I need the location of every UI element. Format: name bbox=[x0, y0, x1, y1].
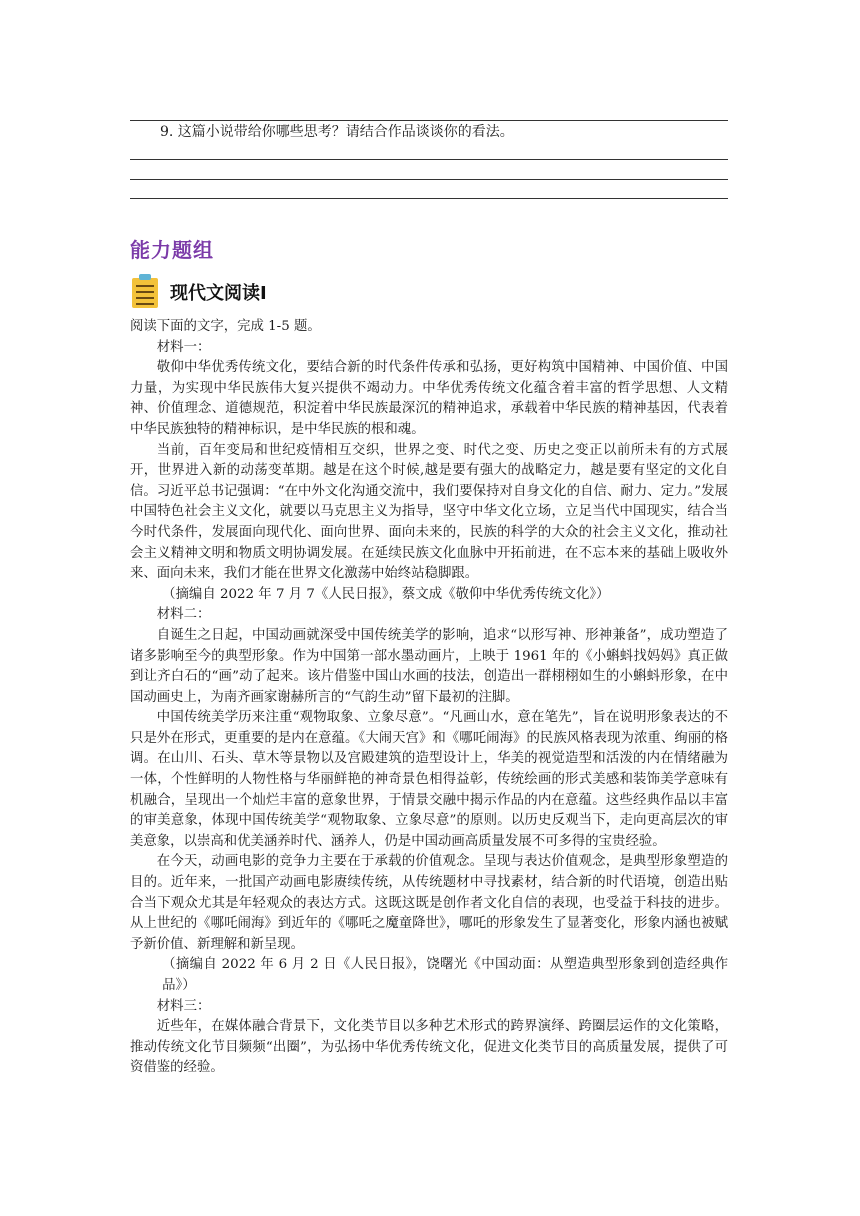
section-title: 能力题组 bbox=[130, 238, 214, 262]
answer-line-2 bbox=[130, 179, 728, 180]
answer-line-1 bbox=[130, 159, 728, 160]
material-2-paragraph: 在今天，动画电影的竞争力主要在于承载的价值观念。呈现与表达价值观念，是典型形象塑造的目的。近年来，一批国产动画电影赓续传统，从传统题材中寻找素材，结合新的时代语境，创造出贴合当下观众尤其是年轻观众的表达方式。这既这既是创作者文化自信的表现，也受益于科技的进步。从上世纪的《哪吒闹海》到近年的《哪吒之魔童降世》，哪吒的形象发生了显著变化，形象内涵也被赋予新价值、新理解和新呈现。 bbox=[130, 854, 728, 952]
material-2-source: （摘编自 2022 年 6 月 2 日《人民日报》，饶曙光《中国动面：从塑造典型形象到创造经典作品》） bbox=[162, 957, 728, 993]
answer-line-top bbox=[130, 120, 728, 121]
instruction: 阅读下面的文字，完成 1-5 题。 bbox=[130, 319, 321, 334]
reading-content bbox=[130, 317, 728, 1079]
question-9: 9. 这篇小说带给你哪些思考？请结合作品谈谈你的看法。 bbox=[160, 124, 514, 140]
material-1-paragraph: 当前，百年变局和世纪疫情相互交织，世界之变、时代之变、历史之变正以前所未有的方式展开，世界进入新的动荡变革期。越是在这个时候,越是要有强大的战略定力，越是要有坚定的文化自信。习近平总书记强调：“在中外文化沟通交流中，我们要保持对自身文化的自信、耐力、定力。”发展中国特色社会主义文化，就要以马克思主义为指导，坚守中华文化立场，立足当代中国现实，结合当今时代条件，发展面向现代化、面向世界、面向未来的，民族的科学的大众的社会主义文化，推动社会主义精神文明和物质文明协调发展。在延续民族文化血脉中开拓前进，在不忘本来的基础上吸收外来、面向未来，我们才能在世界文化激荡中始终站稳脚跟。 bbox=[130, 442, 728, 582]
material-3-label: 材料三： bbox=[156, 998, 211, 1014]
answer-line-3 bbox=[130, 198, 728, 199]
subsection-title: 现代文阅读Ⅰ bbox=[170, 283, 267, 304]
material-2-paragraph: 中国传统美学历来注重“观物取象、立象尽意”。“凡画山水，意在笔先”，旨在说明形象表达的不只是外在形式，更重要的是内在意蕴。《大闹天宫》和《哪吒闹海》的民族风格表现为浓重、绚丽的格调。在山川、石头、草木等景物以及宫殿建筑的造型设计上，华美的视觉造型和活泼的内在情绪融为一体，个性鲜明的人物性格与华丽鲜艳的神奇景色相得益彰，传统绘画的形式美感和装饰美学意味有机融合，呈现出一个灿烂丰富的意象世界，于情景交融中揭示作品的内在意蕴。这些经典作品以丰富的审美意象，体现中国传统美学“观物取象、立象尽意”的原则。以历史反观当下，走向更高层次的审美意象，以崇高和优美涵养时代、涵养人，仍是中国动画高质量发展不可多得的宝贵经验。 bbox=[130, 710, 728, 849]
material-3-paragraph: 近些年，在媒体融合背景下，文化类节目以多种艺术形式的跨界演绎、跨圈层运作的文化策略，推动传统文化节目频频“出圈”，为弘扬中华优秀传统文化，促进文化类节目的高质量发展，提供了可资借鉴的经验。 bbox=[130, 1019, 728, 1076]
material-1-source: （摘编自 2022 年 7 月 7《人民日报》，蔡文成《敬仰中华优秀传统文化》） bbox=[162, 586, 610, 602]
subsection-header bbox=[130, 272, 267, 312]
material-1-label: 材料一： bbox=[156, 339, 211, 355]
material-1-paragraph: 敬仰中华优秀传统文化，要结合新的时代条件传承和弘扬，更好构筑中国精神、中国价值、中国力量，为实现中华民族伟大复兴提供不竭动力。中华优秀传统文化蕴含着丰富的哲学思想、人文精神、价值理念、道德规范，积淀着中华民族最深沉的精神追求，承载着中华民族的精神基因，代表着中华民族独特的精神标识，是中华民族的根和魂。 bbox=[130, 360, 728, 437]
document-list-icon bbox=[130, 274, 160, 310]
material-2-label: 材料二： bbox=[156, 607, 211, 623]
material-2-paragraph: 自诞生之日起，中国动画就深受中国传统美学的影响，追求“以形写神、形神兼备”，成功塑造了诸多影响至今的典型形象。作为中国第一部水墨动画片，上映于 1961 年的《小蝌蚪找妈妈》真正做到让齐白石的“画”动了起来。该片借鉴中国山水画的技法，创造出一群栩栩如生的小蝌蚪形象，在中国动画史上，为南齐画家谢赫所言的“气韵生动”留下最初的注脚。 bbox=[130, 627, 728, 705]
